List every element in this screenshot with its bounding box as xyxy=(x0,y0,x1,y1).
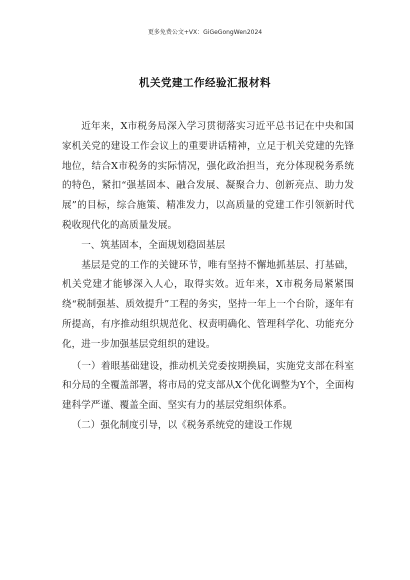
sub-item-1: （一）着眼基础建设，推动机关党委按期换届，实施党支部在科室和分局的全覆盖部署，将市局的党支部从X个优化调整为Y个，全面构建科学严谨、覆盖全面、坚实有力的基层党组织体系。 xyxy=(62,360,354,412)
intro-paragraph: 近年来，X市税务局深入学习贯彻落实习近平总书记在中央和国家机关党的建设工作会议上的重要讲话精神，立足于机关党建的先锋地位，结合X市税务的实际情况，强化政治担当，充分体现税务系统的特色，紧扣“强基固本、融合发展、凝聚合力、创新亮点、助力发展”的目标，综合施策、精准发力，以高质量的党建工作引领新时代税收现代化的高质量发展。 xyxy=(62,121,354,231)
sub-item-2: （二）强化制度引导，以《税务系统党的建设工作规 xyxy=(71,419,293,431)
document-body xyxy=(62,117,354,436)
document-title: 机关党建工作经验汇报材料 xyxy=(139,77,271,89)
header-note: 更多免费公文+VX：GiGeGongWen2024 xyxy=(147,29,263,36)
section-paragraph: 基层是党的工作的关键环节，唯有坚持不懈地抓基层、打基础，机关党建才能够深入人心，取得实效。近年来，X市税务局紧紧围绕“税制强基、质效提升”工程的务实，坚持一年上一个台阶，逐年有所提高，有序推动组织规范化、权责明确化、管理科学化、功能充分化，进一步加强基层党组织的建设。 xyxy=(62,259,354,350)
section-heading: 一、筑基固本，全面规划稳固基层 xyxy=(81,239,226,251)
